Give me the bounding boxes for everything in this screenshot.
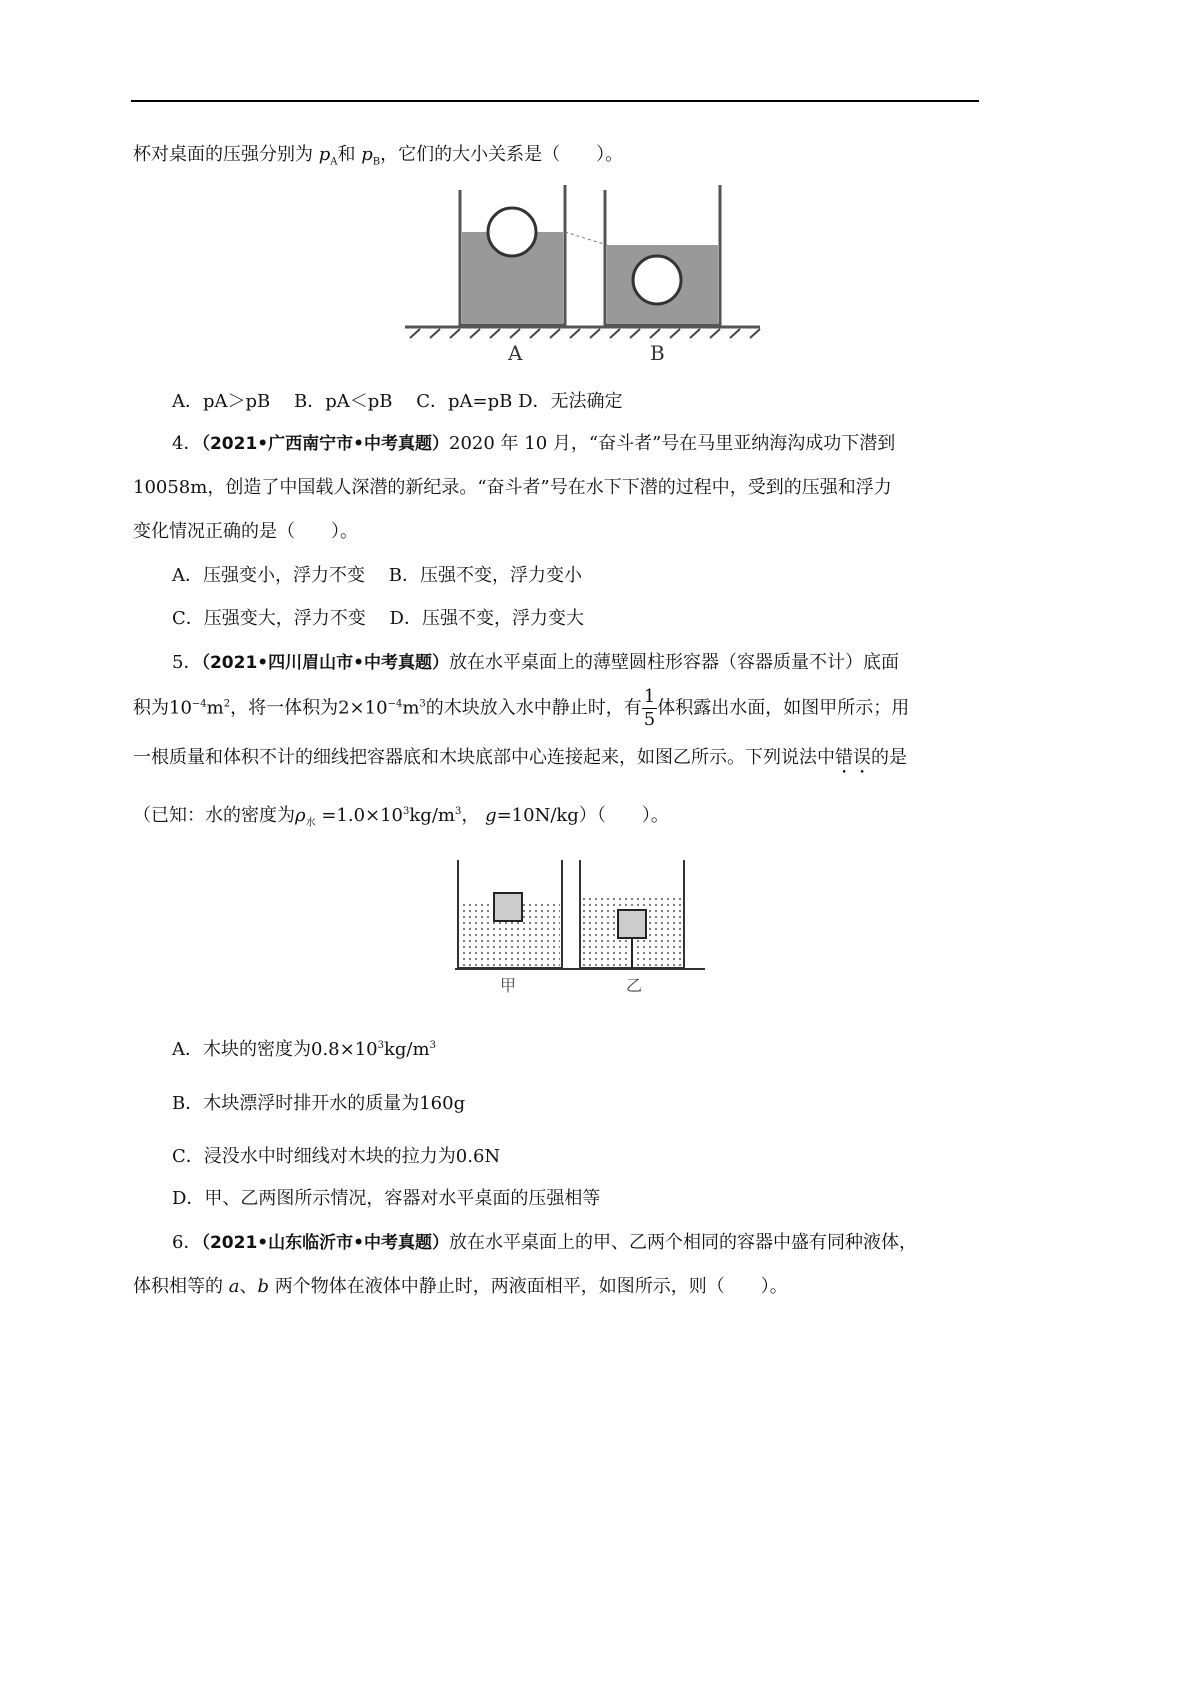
q5-line2: 积为$10^{-4}m^2$，将一体积为$2\times 10^{-4}m^3$的木块放入水中静止时，有 $\frac{1}{5}$ 体积露出水面，如图甲所示；用 [133,686,910,730]
q3-option-a: A．pA＞pB [172,391,271,412]
header-rule [131,100,979,102]
q5-line4: （已知：水的密度为$\rho_水 =1.0\times 10^3kg/m^3$， g=10N/kg）（ ）。 [133,805,669,829]
label-b: B [650,341,665,365]
q3-options [172,390,623,414]
q5-line3: 一根质量和体积不计的细线把容器底和木块底部中心连接起来，如图乙所示。下列说法中错误的是 [133,747,907,768]
q4-option-cd [172,607,584,631]
q3-option-d: D．无法确定 [518,391,623,412]
q4-option-d: D．压强不变，浮力变大 [389,608,584,629]
q3-figure-beakers [400,180,770,370]
label-yi: 乙 [626,976,643,995]
q4-option-a: A．压强变小，浮力不变 [172,565,365,586]
q4-line3: 变化情况正确的是（ ）。 [133,521,358,542]
q5-option-b: B．木块漂浮时排开水的质量为160g [172,1093,466,1114]
q6-line1: 6．（2021•山东临沂市•中考真题）放在水平桌面上的甲、乙两个相同的容器中盛有同种液体， [172,1232,917,1253]
q4-option-b: B．压强不变，浮力变小 [388,565,582,586]
q4-option-c: C．压强变大，浮力不变 [172,608,366,629]
q3-stem-end: 杯对桌面的压强分别为 $p_A$和 $p_B$，它们的大小关系是（ ）。 [133,144,624,168]
q4-line1: 4．（2021•广西南宁市•中考真题）2020 年 10 月，“奋斗者”号在马里亚纳海沟成功下潜到 [172,433,896,454]
q6-line2: 体积相等的 a、b 两个物体在液体中静止时，两液面相平，如图所示，则（ ）。 [133,1276,788,1297]
q4-option-ab [172,564,582,588]
q5-option-a: A．木块的密度为$0.8\times 10^3kg/m^3$ [172,1039,436,1060]
q3-option-b: B．pA＜pB [294,391,393,412]
q4-line2: 10058m，创造了中国载人深潜的新纪录。“奋斗者”号在水下下潜的过程中，受到的压强和浮力 [133,477,892,498]
label-jia: 甲 [500,976,517,995]
q5-option-d: D．甲、乙两图所示情况，容器对水平桌面的压强相等 [172,1188,601,1209]
q5-line1: 5．（2021•四川眉山市•中考真题）放在水平桌面上的薄壁圆柱形容器（容器质量不计）底面 [172,652,899,673]
q5-option-c: C．浸没水中时细线对木块的拉力为0.6N [172,1146,501,1167]
q3-option-c: C．pA=pB [416,391,513,412]
label-a: A [508,341,523,365]
q5-figure-containers [450,855,710,1000]
